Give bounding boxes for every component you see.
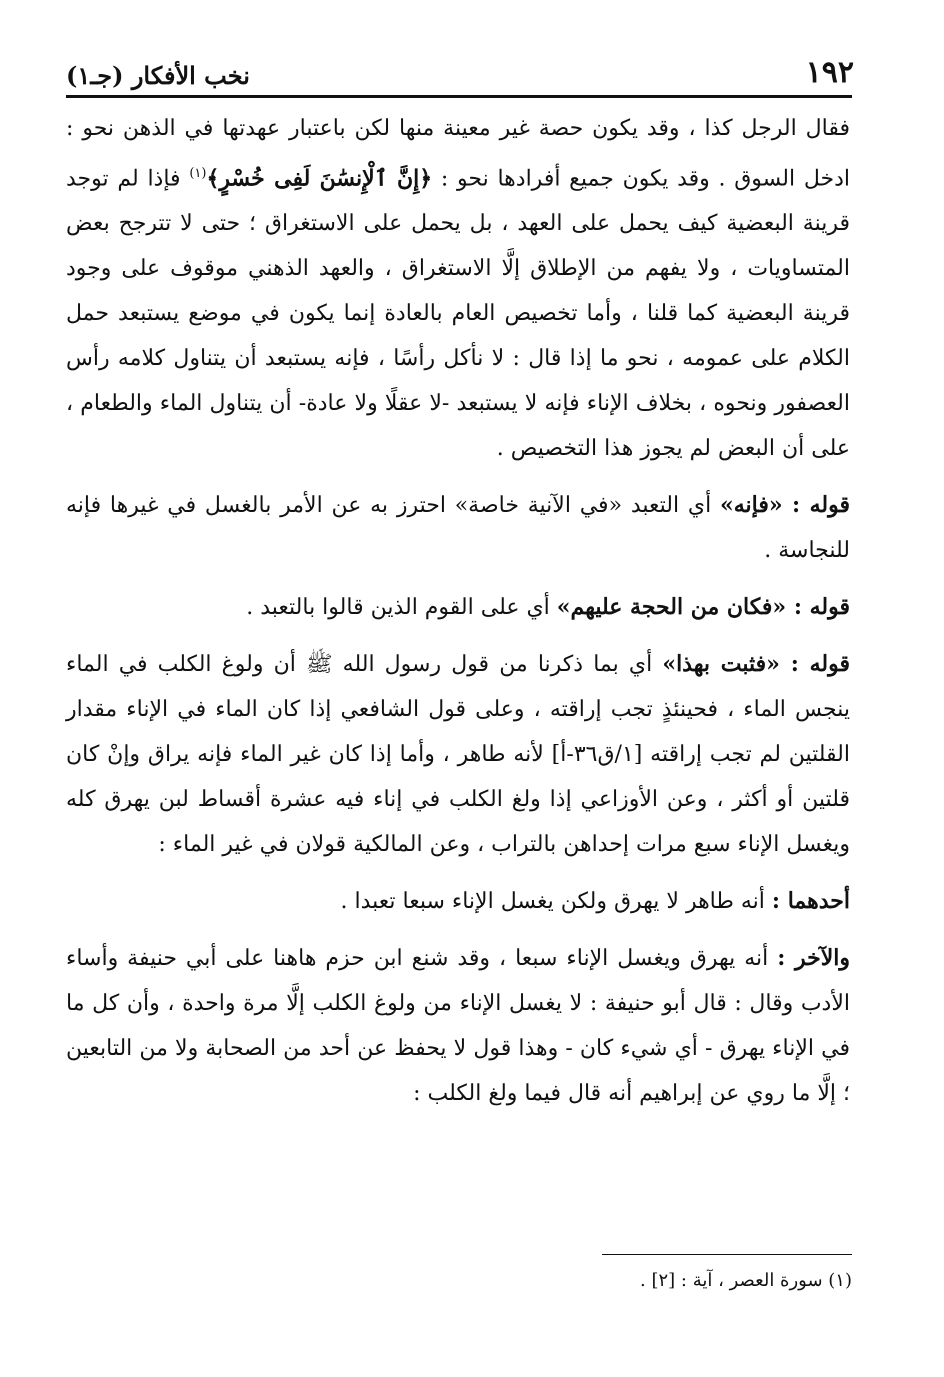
paragraph-4-text: أي بما ذكرنا من قول رسول الله ﷺ أن ولوغ الكلب في الماء ينجس الماء ، فحينئذٍ تجب إراقته ، وعلى قول الشافعي إذا كان الماء في الإناء مقدار القلتين لم تجب إراقته [١/ق٣٦-أ] لأنه طاهر ، وأما إذا كان غير الماء فإنه يراق وإنْ كان قلتين أو أكثر ، وعن الأوزاعي إذا ولغ الكلب في إناء فيه عشرة أقساط لبن يهرق كله ويغسل الإناء سبع مرات إحداهن بالتراب ، وعن المالكية قولان في غير الماء : bbox=[66, 652, 850, 858]
running-title: نخب الأفكار (جـ١) bbox=[66, 61, 250, 90]
paragraph-2-text: أي التعبد «في الآنية خاصة» احترز به عن الأمر بالغسل في غيرها فإنه للنجاسة . bbox=[66, 493, 850, 564]
paragraph-4-keyword: قوله : «فثبت بهذا» bbox=[662, 651, 850, 678]
paragraph-3 bbox=[66, 585, 850, 630]
paragraph-2-keyword: قوله : «فإنه» bbox=[719, 492, 850, 519]
quran-verse: ﴿إِنَّ ٱلْإِنسَٰنَ لَفِى خُسْرٍ﴾ bbox=[206, 165, 433, 192]
paragraph-1 bbox=[66, 106, 850, 471]
paragraph-3-text: أي على القوم الذين قالوا بالتعبد . bbox=[246, 595, 557, 621]
page-header bbox=[66, 40, 854, 90]
paragraph-6-text: أنه يهرق ويغسل الإناء سبعا ، وقد شنع ابن حزم هاهنا على أبي حنيفة وأساء الأدب وقال : قال أبو حنيفة : لا يغسل الإناء من ولوغ الكلب إلَّا مرة واحدة ، وأن كل ما في الإناء يهرق - أي شيء كان - وهذا قول لا يحفظ عن أحد من الصحابة ولا من التابعين ؛ إلَّا ما روي عن إبراهيم أنه قال فيما ولغ الكلب : bbox=[66, 946, 850, 1107]
paragraph-3-keyword: قوله : «فكان من الحجة عليهم» bbox=[556, 594, 850, 621]
paragraph-5 bbox=[66, 879, 850, 924]
paragraph-1-part-b: فإذا لم توجد قرينة البعضية كيف يحمل على العهد ، بل يحمل على الاستغراق ؛ حتى لا تترجح بعض المتساويات ، ولا يفهم من الإطلاق إلَّا الاستغراق ، والعهد الذهني موقوف على وجود قرينة البعضية كما قلنا ، وأما تخصيص العام بالعادة إنما يكون في موضع يستبعد حمل الكلام على عمومه ، نحو ما إذا قال : لا نأكل رأسًا ، فإنه يستبعد أن يتناول كلامه رأس العصفور ونحوه ، بخلاف الإناء فإنه لا يستبعد -لا عقلًا ولا عادة- أن يتناول الماء والطعام ، على أن البعض لم يجوز هذا التخصيص . bbox=[66, 166, 850, 462]
header-divider bbox=[66, 95, 852, 98]
paragraph-5-text: أنه طاهر لا يهرق ولكن يغسل الإناء سبعا تعبدا . bbox=[340, 889, 772, 915]
footnote-divider bbox=[602, 1254, 852, 1255]
paragraph-4 bbox=[66, 642, 850, 867]
paragraph-1-part-a: فقال الرجل كذا ، وقد يكون حصة غير معينة منها لكن باعتبار عهدتها في الذهن نحو : ادخل السوق . وقد يكون جميع أفرادها نحو : bbox=[66, 116, 851, 192]
paragraph-5-keyword: أحدهما : bbox=[771, 888, 850, 915]
paragraph-2 bbox=[66, 483, 850, 573]
footnote: (١) سورة العصر ، آية : [٢] . bbox=[640, 1270, 852, 1291]
page-number: ١٩٢ bbox=[805, 55, 854, 90]
main-text bbox=[66, 106, 850, 1116]
footnote-ref: (١) bbox=[189, 166, 207, 181]
paragraph-6 bbox=[66, 936, 850, 1116]
paragraph-6-keyword: والآخر : bbox=[777, 945, 850, 972]
